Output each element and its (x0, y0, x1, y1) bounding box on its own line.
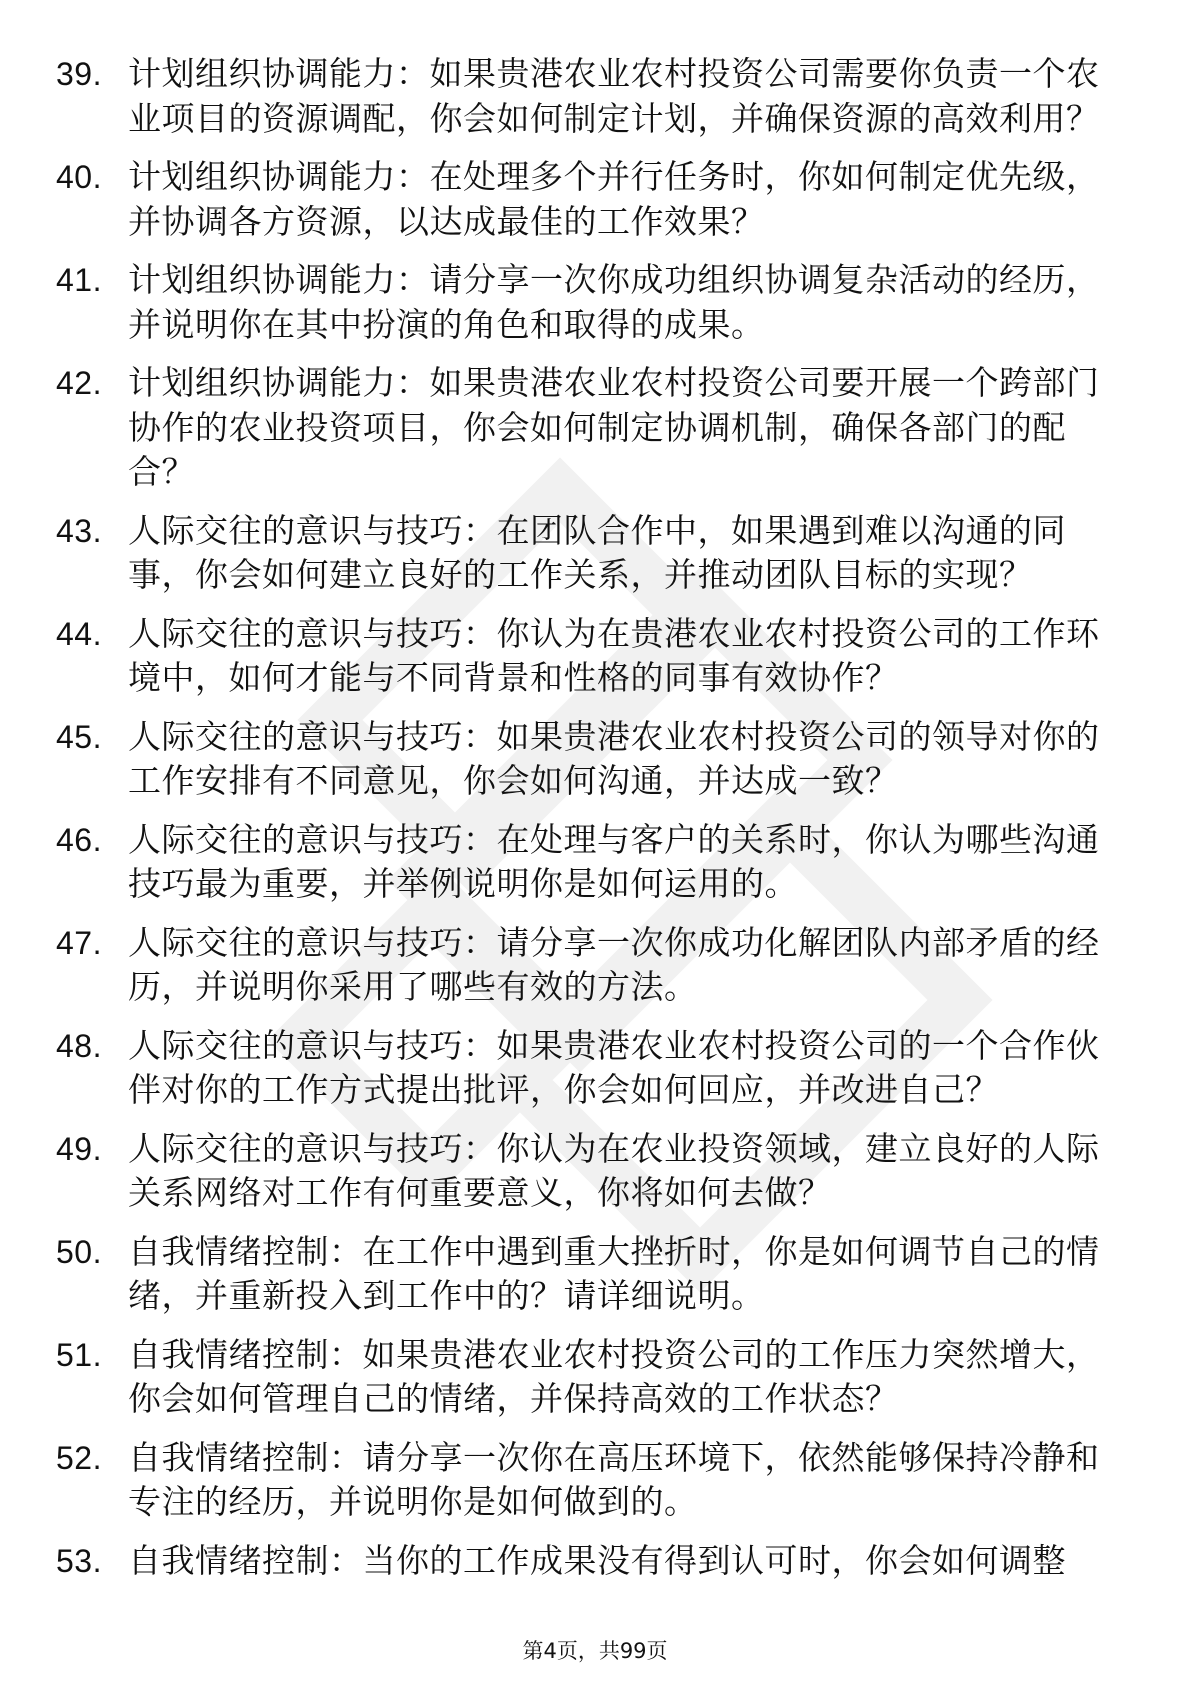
question-text: 人际交往的意识与技巧：在团队合作中，如果遇到难以沟通的同事，你会如何建立良好的工作关系，并推动团队目标的实现？ (128, 510, 1066, 594)
question-item-48 (0, 1024, 1190, 1113)
question-text: 计划组织协调能力：在处理多个并行任务时，你如何制定优先级，并协调各方资源，以达成最佳的工作效果？ (128, 157, 1100, 241)
page-number-label: 第4页，共99页 (522, 1639, 668, 1663)
question-item-41 (0, 258, 1190, 347)
question-item-43 (0, 509, 1190, 598)
question-number: 42. (56, 365, 102, 401)
question-item-53 (0, 1539, 1190, 1584)
question-text: 人际交往的意识与技巧：如果贵港农业农村投资公司的一个合作伙伴对你的工作方式提出批评，你会如何回应，并改进自己？ (128, 1025, 1100, 1109)
question-item-42 (0, 361, 1190, 495)
question-number: 46. (56, 821, 102, 858)
question-text: 计划组织协调能力：如果贵港农业农村投资公司要开展一个跨部门协作的农业投资项目，你会如何制定协调机制，确保各部门的配合？ (128, 363, 1100, 491)
question-number: 39. (56, 56, 102, 92)
question-number: 43. (56, 512, 102, 549)
question-number: 41. (56, 262, 102, 298)
question-text: 人际交往的意识与技巧：在处理与客户的关系时，你认为哪些沟通技巧最为重要，并举例说明你是如何运用的。 (128, 819, 1100, 903)
page-footer (0, 1637, 1190, 1665)
question-number: 49. (56, 1130, 102, 1167)
question-number: 53. (56, 1542, 102, 1579)
question-text: 人际交往的意识与技巧：你认为在贵港农业农村投资公司的工作环境中，如何才能与不同背景和性格的同事有效协作？ (128, 613, 1100, 697)
question-text: 人际交往的意识与技巧：你认为在农业投资领域，建立良好的人际关系网络对工作有何重要意义，你将如何去做？ (128, 1128, 1100, 1212)
question-number: 40. (56, 159, 102, 195)
question-number: 51. (56, 1336, 102, 1373)
question-number: 52. (56, 1439, 102, 1476)
question-item-47 (0, 921, 1190, 1010)
question-list (0, 52, 1190, 1597)
question-text: 自我情绪控制：在工作中遇到重大挫折时，你是如何调节自己的情绪，并重新投入到工作中的？请详细说明。 (128, 1231, 1100, 1315)
question-item-50 (0, 1230, 1190, 1319)
question-text: 自我情绪控制：请分享一次你在高压环境下，依然能够保持冷静和专注的经历，并说明你是如何做到的。 (128, 1437, 1100, 1521)
question-text: 计划组织协调能力：请分享一次你成功组织协调复杂活动的经历，并说明你在其中扮演的角色和取得的成果。 (128, 260, 1100, 344)
question-item-51 (0, 1333, 1190, 1422)
question-number: 48. (56, 1027, 102, 1064)
question-item-44 (0, 612, 1190, 701)
question-item-45 (0, 715, 1190, 804)
question-item-46 (0, 818, 1190, 907)
question-item-52 (0, 1436, 1190, 1525)
question-number: 50. (56, 1233, 102, 1270)
question-number: 45. (56, 718, 102, 755)
question-number: 47. (56, 924, 102, 961)
question-item-39 (0, 52, 1190, 141)
question-number: 44. (56, 615, 102, 652)
question-text: 人际交往的意识与技巧：请分享一次你成功化解团队内部矛盾的经历，并说明你采用了哪些有效的方法。 (128, 922, 1100, 1006)
question-text: 人际交往的意识与技巧：如果贵港农业农村投资公司的领导对你的工作安排有不同意见，你会如何沟通，并达成一致？ (128, 716, 1100, 800)
question-text: 计划组织协调能力：如果贵港农业农村投资公司需要你负责一个农业项目的资源调配，你会如何制定计划，并确保资源的高效利用？ (128, 54, 1100, 138)
question-text: 自我情绪控制：当你的工作成果没有得到认可时，你会如何调整 (128, 1540, 1066, 1580)
question-item-49 (0, 1127, 1190, 1216)
question-item-40 (0, 155, 1190, 244)
question-text: 自我情绪控制：如果贵港农业农村投资公司的工作压力突然增大，你会如何管理自己的情绪，并保持高效的工作状态？ (128, 1334, 1100, 1418)
